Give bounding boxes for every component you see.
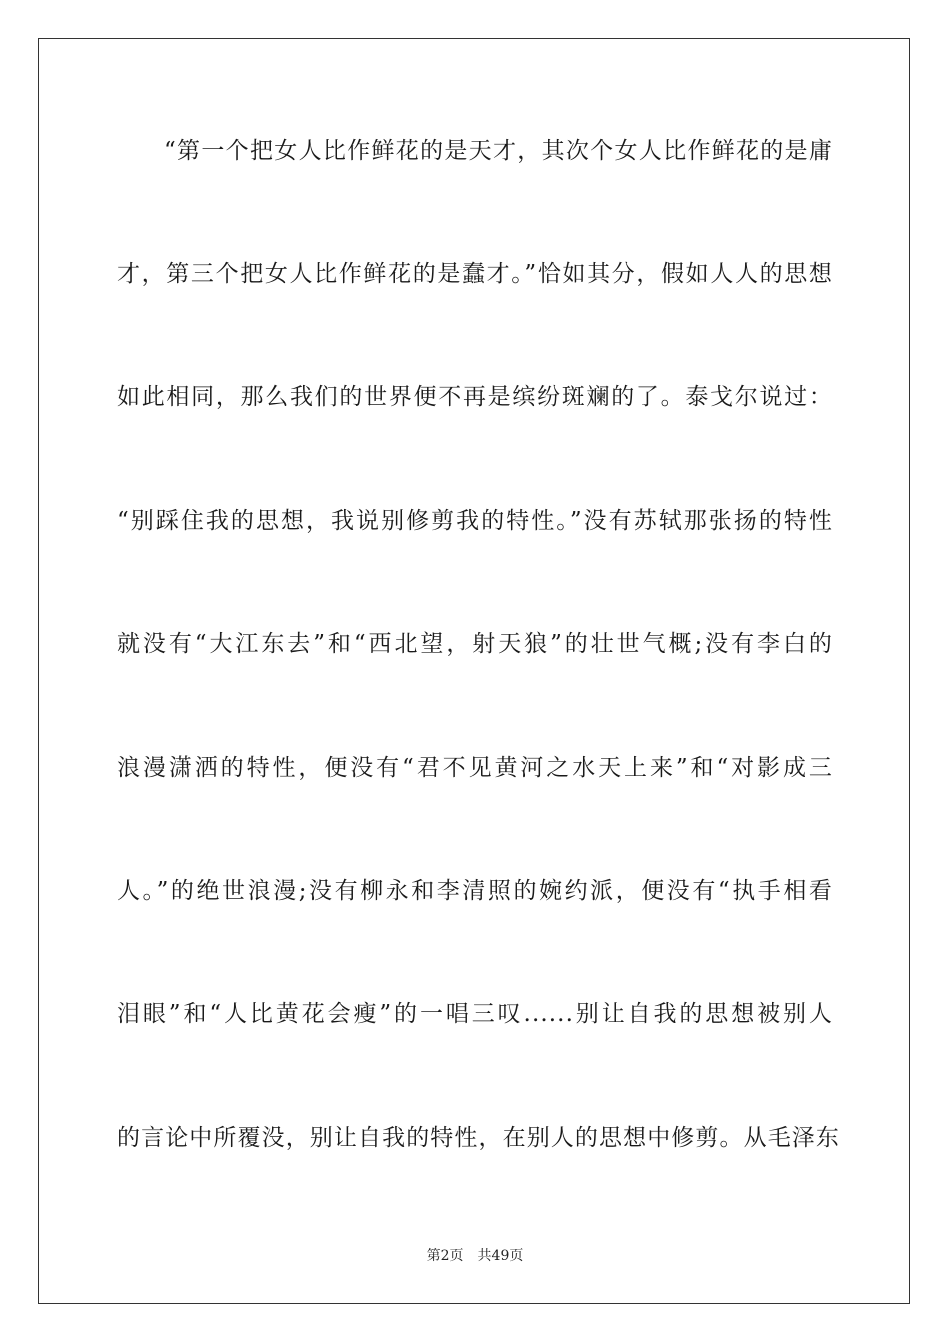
page-border — [38, 38, 910, 1304]
page-footer — [0, 1247, 950, 1265]
text-line: 就没有“大江东去”和“西北望，射天狼”的壮世气概;没有李白的 — [117, 631, 833, 657]
page-number: 第2页 — [426, 1248, 464, 1264]
text-line: 人。”的绝世浪漫;没有柳永和李清照的婉约派，便没有“执手相看 — [117, 878, 833, 904]
text-line: 浪漫潇洒的特性，便没有“君不见黄河之水天上来”和“对影成三 — [117, 755, 833, 781]
text-line: 如此相同，那么我们的世界便不再是缤纷斑斓的了。泰戈尔说过： — [117, 384, 833, 410]
text-line: “第一个把女人比作鲜花的是天才，其次个女人比作鲜花的是庸 — [164, 138, 833, 164]
text-line: “别踩住我的思想，我说别修剪我的特性。”没有苏轼那张扬的特性 — [117, 508, 833, 534]
text-line: 的言论中所覆没，别让自我的特性，在别人的思想中修剪。从毛泽东 — [117, 1125, 840, 1151]
text-line: 泪眼”和“人比黄花会瘦”的一唱三叹......别让自我的思想被别人 — [117, 1001, 833, 1027]
total-pages: 共49页 — [477, 1248, 524, 1264]
text-line: 才，第三个把女人比作鲜花的是蠢才。”恰如其分，假如人人的思想 — [117, 261, 833, 287]
